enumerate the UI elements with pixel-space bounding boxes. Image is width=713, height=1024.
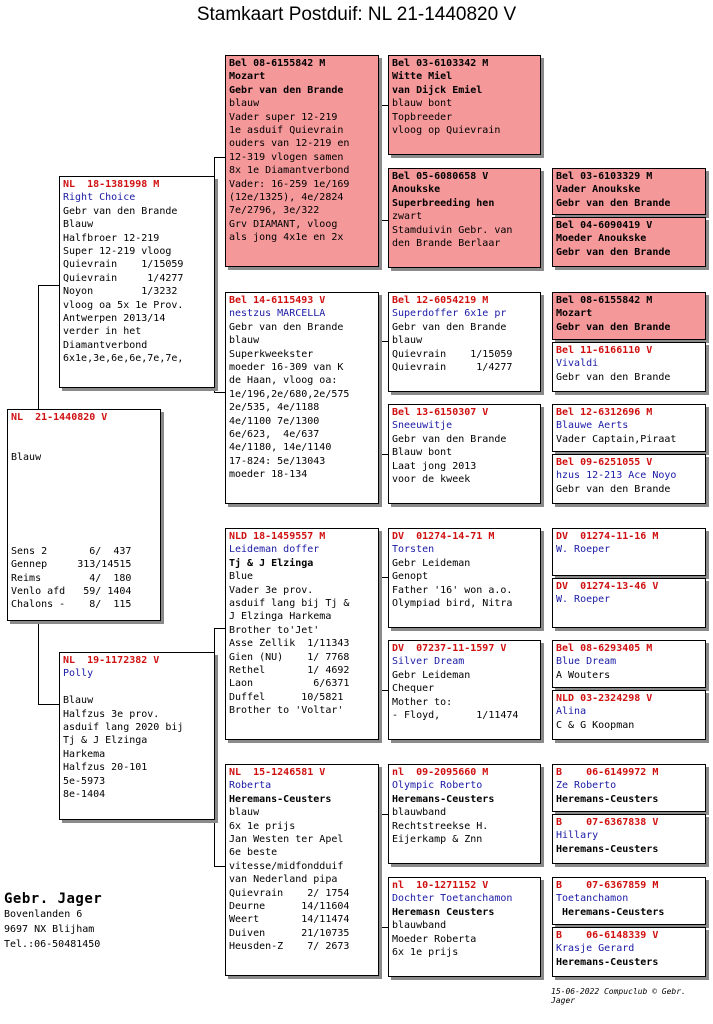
connector-line: [380, 341, 381, 454]
mother-card[interactable]: NL 19-1172382 V Polly Blauw Halfzus 3e prov. asduif lang 2020 bij Tj & J Elzinga Harkema Halfzus 20-101 5e-5973 8e-1404: [59, 652, 215, 820]
pigeon-name: Sneeuwitje: [392, 420, 453, 432]
owner-name: Gebr. Jager: [4, 891, 103, 907]
ring-number: nl 10-1271152 V: [392, 880, 489, 891]
ancestor-card-g6[interactable]: Bel 09-6251055 V hzus 12-213 Ace Noyo Gebr van den Brande: [552, 454, 706, 504]
ring-number: NL 19-1172382 V: [63, 655, 160, 666]
ring-number: NLD 03-2324298 V: [556, 693, 653, 704]
race-result: Gennep 313/14515: [11, 559, 132, 571]
pigeon-name: Right Choice: [63, 192, 136, 204]
pigeon-name: Hillary: [556, 830, 599, 842]
pigeon-name: Ze Roberto: [556, 780, 617, 792]
great-grandparent-card-fmm[interactable]: Bel 13-6150307 V Sneeuwitje Gebr van den Brande Blauw bont Laat jong 2013 voor de kweek: [388, 404, 541, 504]
ancestor-card-g8[interactable]: [552, 578, 706, 628]
ring-number: NL 21-1440820 V: [11, 412, 108, 423]
owner-city: 9697 NX Blijham: [4, 924, 95, 935]
pigeon-name: Mozart: [229, 71, 266, 83]
pigeon-name: Anoukske: [392, 184, 441, 196]
pigeon-name: Silver Dream: [392, 656, 465, 668]
ring-number: NL 18-1381998 M: [63, 179, 160, 190]
ring-number: Bel 12-6312696 M: [556, 407, 653, 418]
pigeon-name: Dochter Toetanchamon: [392, 893, 513, 905]
grandparent-card-fm[interactable]: Bel 14-6115493 V nestzus MARCELLA Gebr van den Brande blauw Superkweekster moeder 16-309 van K de Haan, vloog oa: 1e/196,2e/680,2e/575 2e/535, 4e/1188 4e/1100 7e/1300 6e/623, 4e/637 4e/1180, 14e/1140 17-824: 5e/13043 moeder 18-134: [225, 292, 379, 504]
ring-number: Bel 14-6115493 V: [229, 295, 326, 306]
ring-number: DV 07237-11-1597 V: [392, 643, 507, 654]
pigeon-name: Superdoffer 6x1e pr: [392, 308, 507, 320]
pigeon-name: Moeder Anoukske: [556, 233, 647, 245]
father-card[interactable]: NL 18-1381998 M Right Choice Gebr van den Brande Blauw Halfbroer 12-219 Super 12-219 vloog Quievrain 1/15059 Quievrain 1/4277 Noyon 1/3232 vloog oa 5x 1e Prov. Antwerpen 2013/14 verder in het Diamantverbond 6x1e,3e,6e,6e,7e,7e,: [59, 176, 215, 388]
ancestor-card-g11[interactable]: B 06-6149972 M Ze Roberto Heremans-Ceusters: [552, 764, 706, 812]
great-grandparent-card-mmf[interactable]: nl 09-2095660 M Olympic Roberto Heremans-Ceusters blauwband Rechtstreekse H. Eijerkamp & Znn: [388, 764, 541, 864]
ancestor-card-g9[interactable]: Bel 08-6293405 M Blue Dream A Wouters: [552, 640, 706, 688]
pigeon-name: Toetanchamon: [556, 893, 629, 905]
owner-street: Bovenlanden 6: [4, 909, 83, 920]
pigeon-name: Witte Miel: [392, 71, 453, 83]
ancestor-card-g2[interactable]: Bel 04-6090419 V Moeder Anoukske Gebr van den Brande: [552, 217, 706, 267]
connector-line: [380, 577, 381, 690]
main-pigeon-card[interactable]: [7, 409, 161, 621]
pigeon-name: Blauwe Aerts: [556, 420, 629, 432]
ring-number: Bel 13-6150307 V: [392, 407, 489, 418]
ring-number: B 06-6149972 M: [556, 767, 659, 778]
pigeon-name: W. Roeper: [556, 544, 611, 556]
ring-number: nl 09-2095660 M: [392, 767, 489, 778]
ring-number: Bel 11-6166110 V: [556, 345, 653, 356]
pigeon-name: Roberta: [229, 780, 272, 792]
ancestor-card-g14[interactable]: B 06-6148339 V Krasje Gerard Heremans-Ceusters: [552, 927, 706, 977]
pigeon-name: W. Roeper: [556, 594, 611, 606]
ring-number: Bel 08-6155842 M: [229, 58, 326, 69]
ring-number: NL 15-1246581 V: [229, 767, 326, 778]
ring-number: Bel 05-6080658 V: [392, 171, 489, 182]
connector-line: [38, 285, 39, 411]
footer-note: 15-06-2022 Compuclub © Gebr. Jager: [551, 987, 686, 1005]
ancestor-card-g5[interactable]: Bel 12-6312696 M Blauwe Aerts Vader Captain,Piraat: [552, 404, 706, 452]
ring-number: B 07-6367859 M: [556, 880, 659, 891]
great-grandparent-card-mff[interactable]: DV 01274-14-71 M Torsten Gebr Leideman Genopt Father '16' won a.o. Olympiad bird, Nitra: [388, 528, 541, 628]
pigeon-name: Mozart: [556, 308, 593, 320]
great-grandparent-card-mfm[interactable]: DV 07237-11-1597 V Silver Dream Gebr Leideman Chequer Mother to: - Floyd, 1/11474: [388, 640, 541, 740]
great-grandparent-card-ffm[interactable]: Bel 05-6080658 V Anoukske Superbreeding hen zwart Stamduivin Gebr. van den Brande Berlaar: [388, 168, 541, 268]
pigeon-name: Vader Anoukske: [556, 184, 641, 196]
great-grandparent-card-mmm[interactable]: nl 10-1271152 V Dochter Toetanchamon Heremasn Ceusters blauwband Moeder Roberta 6x 1e prijs: [388, 877, 541, 977]
ring-number: Bel 12-6054219 M: [392, 295, 489, 306]
pigeon-name: Krasje Gerard: [556, 943, 635, 955]
race-result: Sens 2 6/ 437: [11, 545, 132, 557]
ring-number: DV 01274-13-46 V: [556, 581, 659, 592]
ancestor-card-g13[interactable]: B 07-6367859 M Toetanchamon Heremans-Ceusters: [552, 877, 706, 925]
ring-number: Bel 04-6090419 V: [556, 220, 653, 231]
connector-line: [38, 285, 61, 286]
pigeon-name: Leideman doffer: [229, 544, 320, 556]
ancestor-card-g3[interactable]: Bel 08-6155842 M Mozart Gebr van den Brande: [552, 292, 706, 340]
pigeon-name: Blue Dream: [556, 656, 617, 668]
page-title: Stamkaart Postduif: NL 21-1440820 V: [196, 4, 517, 25]
pigeon-name: Polly: [63, 668, 94, 680]
ring-number: NLD 18-1459557 M: [229, 531, 326, 542]
color-label: Blauw: [11, 452, 42, 464]
great-grandparent-card-fff[interactable]: Bel 03-6103342 M Witte Miel van Dijck Emiel blauw bont Topbreeder vloog op Quievrain: [388, 55, 541, 155]
ring-number: DV 01274-14-71 M: [392, 531, 495, 542]
connector-line: [380, 814, 381, 927]
pigeon-name: nestzus MARCELLA: [229, 308, 326, 320]
connector-line: [38, 620, 39, 704]
ring-number: Bel 03-6103342 M: [392, 58, 489, 69]
pigeon-name: Vivaldi: [556, 358, 599, 370]
ring-number: Bel 03-6103329 M: [556, 171, 653, 182]
grandparent-card-mf[interactable]: NLD 18-1459557 M Leideman doffer Tj & J Elzinga Blue Vader 3e prov. asduif lang bij Tj & J Elzinga Harkema Brother to'Jet' Asse Zellik 1/11343 Gien (NU) 1/ 7768 Rethel 1/ 4692 Laon 6/6371 Duffel 10/5821 Brother to 'Voltar': [225, 528, 379, 740]
pigeon-name: Torsten: [392, 544, 435, 556]
ring-number: B 06-6148339 V: [556, 930, 659, 941]
ancestor-card-g7[interactable]: [552, 528, 706, 576]
pigeon-name: Olympic Roberto: [392, 780, 483, 792]
owner-info: [4, 892, 102, 952]
race-result: Venlo afd 59/ 1404: [11, 586, 132, 598]
ancestor-card-g12[interactable]: B 07-6367838 V Hillary Heremans-Ceusters: [552, 814, 706, 864]
race-result: Reims 4/ 180: [11, 572, 132, 584]
pigeon-name: hzus 12-213 Ace Noyo: [556, 470, 677, 482]
ring-number: Bel 08-6155842 M: [556, 295, 653, 306]
ring-number: DV 01274-11-16 M: [556, 531, 659, 542]
great-grandparent-card-fmf[interactable]: Bel 12-6054219 M Superdoffer 6x1e pr Gebr van den Brande blauw Quievrain 1/15059 Quievrain 1/4277: [388, 292, 541, 392]
connector-line: [380, 105, 381, 220]
ring-number: B 07-6367838 V: [556, 817, 659, 828]
pigeon-name: Alina: [556, 706, 587, 718]
ancestor-card-g4[interactable]: Bel 11-6166110 V Vivaldi Gebr van den Brande: [552, 342, 706, 392]
connector-line: [38, 704, 61, 705]
race-result: Chalons - 8/ 115: [11, 599, 132, 611]
grandparent-card-mm[interactable]: NL 15-1246581 V Roberta Heremans-Ceusters blauw 6x 1e prijs Jan Westen ter Apel 6e beste vitesse/midfondduif van Nederland pipa Quievrain 2/ 1754 Deurne 14/11604 Weert 14/11474 Duiven 21/10735 Heusden-Z 7/ 2673: [225, 764, 379, 976]
ring-number: Bel 08-6293405 M: [556, 643, 653, 654]
owner-phone: Tel.:06-50481450: [4, 939, 101, 950]
grandparent-card-ff[interactable]: Bel 08-6155842 M Mozart Gebr van den Brande blauw Vader super 12-219 1e asduif Quievrain ouders van 12-219 en 12-319 vlogen samen 8x 1e Diamantverbond Vader: 16-259 1e/169 (12e/1325), 4e/2824 7e/2796, 3e/322 Grv DIAMANT, vloog als jong 4x1e en 2x: [225, 55, 379, 267]
ring-number: Bel 09-6251055 V: [556, 457, 653, 468]
ancestor-card-g1[interactable]: Bel 03-6103329 M Vader Anoukske Gebr van den Brande: [552, 168, 706, 215]
ancestor-card-g10[interactable]: NLD 03-2324298 V Alina C & G Koopman: [552, 690, 706, 740]
